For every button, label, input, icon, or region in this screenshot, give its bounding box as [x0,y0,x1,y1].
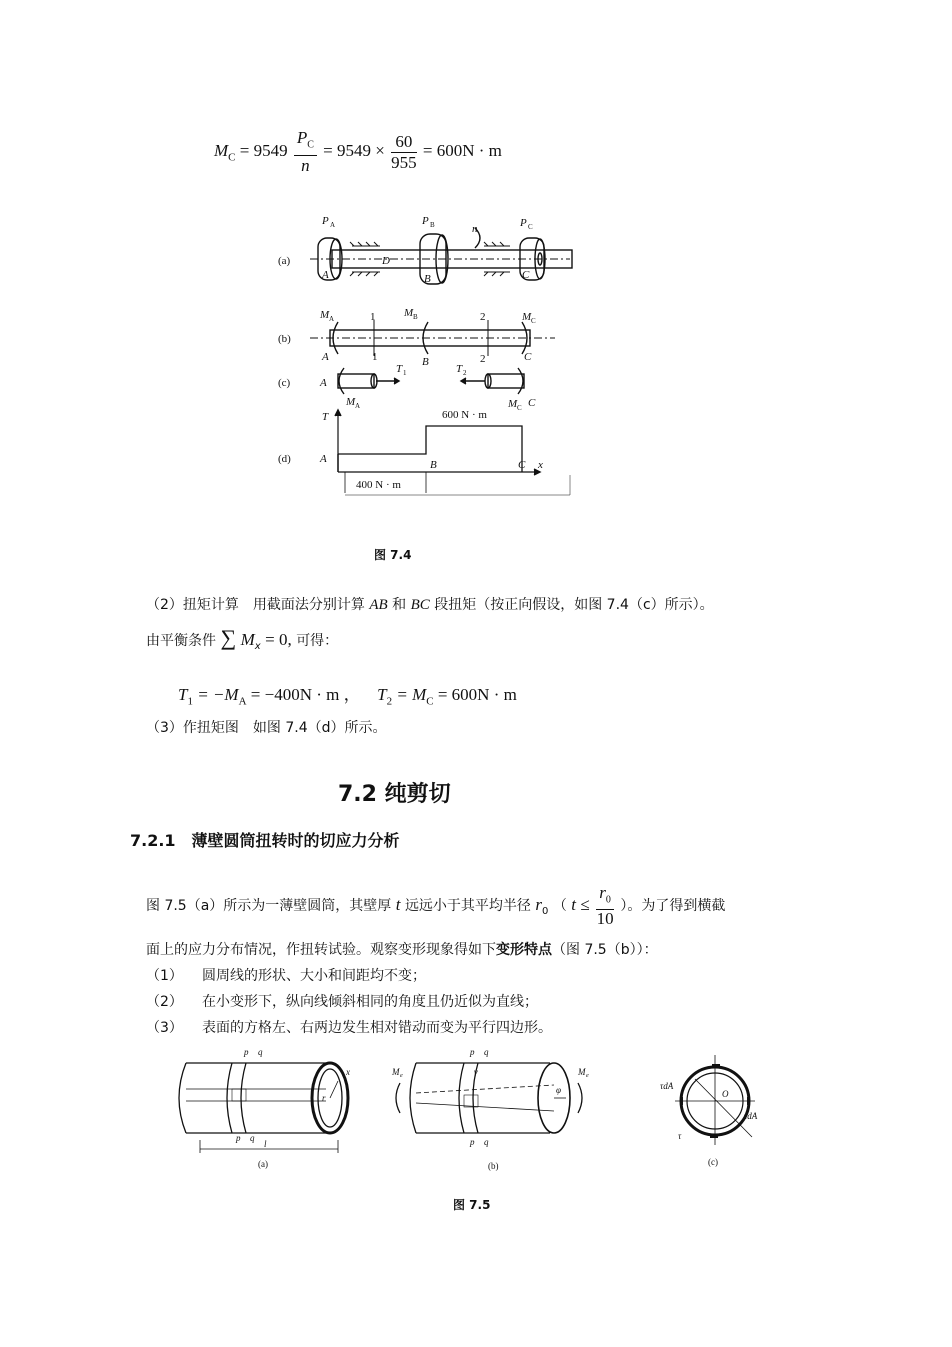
svg-text:O: O [722,1089,729,1099]
svg-text:τ: τ [678,1131,682,1141]
svg-text:A: A [322,269,329,281]
svg-text:M: M [522,311,532,323]
fraction-r0-10: $\frac{r_0}{10}$ [596,883,614,929]
svg-text:M: M [578,1067,586,1077]
svg-text:q: q [484,1047,489,1057]
svg-text:1: 1 [370,311,376,323]
list-item: （2） 在小变形下，纵向线倾斜相同的角度且仍近似为直线； [146,994,538,1010]
svg-text:C: C [531,317,536,325]
svg-text:p: p [236,1133,241,1143]
figure-7-5 [170,1045,790,1175]
svg-text:2: 2 [480,353,486,365]
svg-text:τdA: τdA [660,1081,674,1091]
svg-text:1: 1 [372,351,378,363]
svg-text:B: B [422,356,429,368]
svg-text:400 N · m: 400 N · m [356,479,401,491]
svg-text:p: p [244,1047,249,1057]
step-2-line-2: 由平衡条件 ∑ $M_x = 0$, 可得： [146,625,339,652]
subsection-title: 7.2.1 薄壁圆筒扭转时的切应力分析 [130,831,400,850]
equation-torques: $T_1 = -M_A = -400N \cdot m$ ， $T_2 = M_C = 600N \cdot m$ [178,685,517,708]
svg-text:e: e [586,1073,589,1079]
svg-text:p: p [470,1047,475,1057]
svg-text:M: M [320,309,330,321]
svg-text:600 N · m: 600 N · m [442,409,487,421]
svg-text:C: C [518,459,526,471]
figure-7-4 [270,210,590,505]
svg-text:(c): (c) [278,377,291,389]
svg-text:p: p [470,1137,475,1147]
paragraph-1: 图 7.5（a）所示为一薄壁圆筒，其壁厚 t 远远小于其平均半径 $r_0$ （ t ≤ $\frac{r_0}{10}$ ）。为了得到横截 [146,883,726,929]
svg-text:(a): (a) [258,1159,268,1169]
cross-section-c [675,1055,755,1145]
figure-7-5-caption: 图 7.5 [453,1198,491,1212]
svg-text:l: l [264,1139,267,1149]
svg-text:P: P [422,215,429,227]
svg-text:q: q [484,1137,489,1147]
svg-text:C: C [524,351,532,363]
svg-text:T: T [322,411,329,423]
svg-text:B: B [413,313,418,321]
svg-text:e: e [400,1073,403,1079]
fraction-pc-n: $\frac{P_C}{n}$ [294,128,317,176]
svg-text:x: x [346,1067,350,1077]
svg-text:q: q [258,1047,263,1057]
svg-text:2: 2 [480,311,486,323]
svg-text:A: A [320,377,327,389]
list-item: （1） 圆周线的形状、大小和间距均不变； [146,968,426,984]
svg-text:T: T [456,363,463,375]
svg-text:τdA: τdA [744,1111,758,1121]
section-title: 7.2 纯剪切 [338,782,451,807]
step-2-line-1: （2）扭矩计算 用截面法分别计算 AB 和 BC 段扭矩（按正向假设，如图 7.4（c）所示）。 [146,597,714,613]
svg-text:(c): (c) [708,1157,718,1167]
svg-text:n: n [472,223,478,235]
equation-mc: $M_C = 9549$ $\frac{P_C}{n}$ = 9549 × $\frac{60}{955}$ = 600N · m [214,128,502,176]
svg-text:B: B [424,273,431,285]
svg-text:C: C [522,269,530,281]
step-3: （3）作扭矩图 如图 7.4（d）所示。 [146,720,387,736]
svg-text:D: D [382,255,390,267]
svg-text:A: A [355,402,361,410]
svg-text:M: M [508,398,518,410]
svg-text:P: P [520,217,527,229]
svg-text:M: M [346,396,356,408]
svg-text:C: C [528,223,533,231]
list [146,966,552,1044]
list-item: （3） 表面的方格左、右两边发生相对错动而变为平行四边形。 [146,1020,552,1036]
svg-text:(d): (d) [278,453,291,465]
svg-text:q: q [250,1133,255,1143]
svg-text:(a): (a) [278,255,291,267]
svg-text:A: A [329,315,335,323]
svg-text:M: M [404,307,414,319]
svg-text:T: T [396,363,403,375]
svg-text:γ: γ [474,1067,478,1077]
svg-text:A: A [320,453,327,465]
svg-text:A: A [330,221,336,229]
svg-text:P: P [322,215,329,227]
paragraph-2: 面上的应力分布情况，作扭转试验。观察变形现象得如下变形特点（图 7.5（b））： [146,942,658,958]
cylinder-b [396,1063,582,1133]
figure-7-4-caption: 图 7.4 [374,548,412,562]
svg-text:C: C [517,404,522,412]
svg-text:M: M [392,1067,400,1077]
fraction-60-955: $\frac{60}{955}$ [391,131,417,172]
svg-text:r: r [322,1093,326,1103]
svg-text:B: B [430,221,435,229]
svg-text:B: B [430,459,437,471]
svg-text:(b): (b) [278,333,291,345]
svg-text:φ: φ [556,1085,561,1095]
svg-text:2: 2 [463,369,467,377]
svg-text:1: 1 [403,369,407,377]
svg-text:(b): (b) [488,1161,499,1171]
svg-text:x: x [538,459,543,471]
svg-text:C: C [528,397,536,409]
svg-text:A: A [322,351,329,363]
